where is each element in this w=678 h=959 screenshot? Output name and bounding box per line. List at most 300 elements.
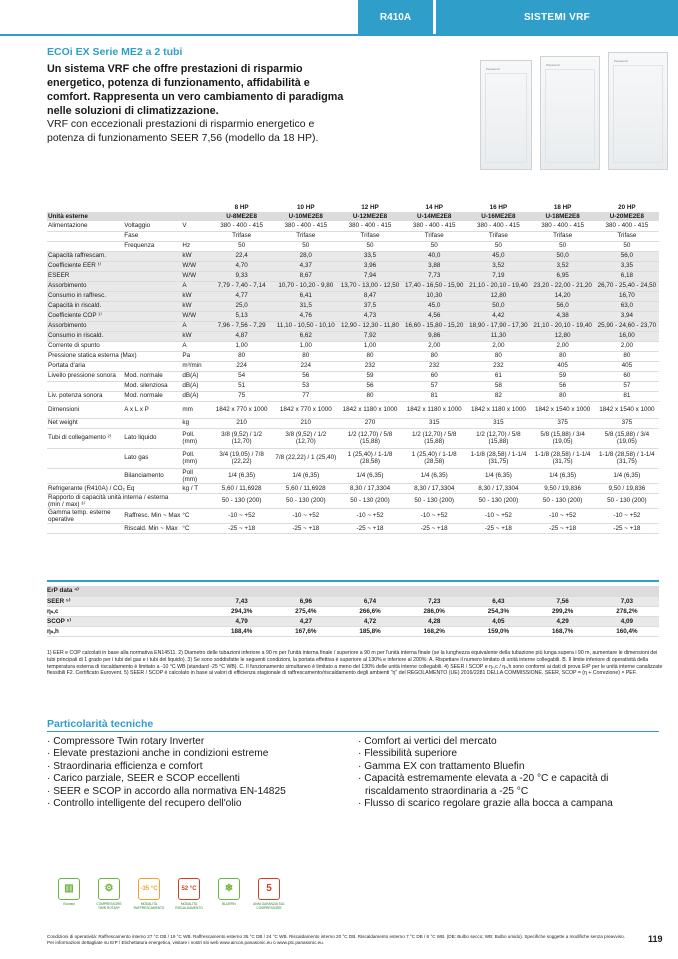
cell-value: 25,0 bbox=[210, 301, 274, 311]
cell-value: 6,95 bbox=[531, 271, 595, 281]
cell-value: 380 - 400 - 415 bbox=[466, 221, 530, 231]
cell-value: 1/4 (6,35) bbox=[531, 468, 595, 483]
cell-value: 4,56 bbox=[402, 311, 466, 321]
cell-value: 3/4 (19,05) / 7/8 (22,22) bbox=[210, 448, 274, 468]
hp-header: 10 HP bbox=[297, 203, 315, 211]
cell-value: 1,00 bbox=[210, 341, 274, 351]
badge-label: COMPRESSORE TWIN ROTARY bbox=[96, 902, 122, 910]
cell-value: 57 bbox=[595, 381, 659, 391]
cell-value: -10 ~ +52 bbox=[466, 508, 530, 523]
table-row bbox=[47, 221, 659, 231]
cell-value: 5,60 / 11,6928 bbox=[210, 483, 274, 493]
table-row bbox=[47, 371, 659, 381]
cell-value: 57 bbox=[402, 381, 466, 391]
table-row bbox=[47, 448, 659, 468]
cell-value: 14,20 bbox=[531, 291, 595, 301]
table-row bbox=[47, 231, 659, 241]
cell-value: 50 bbox=[402, 241, 466, 251]
row-unit: W/W bbox=[181, 271, 209, 281]
hp-header: 18 HP bbox=[553, 203, 572, 211]
cell-value: 210 bbox=[274, 418, 338, 428]
cell-value: 61 bbox=[466, 371, 530, 381]
cell-value: 1842 x 1180 x 1000 bbox=[466, 401, 530, 418]
cell-value: 1/2 (12,70) / 5/8 (15,88) bbox=[466, 428, 530, 448]
cell-value: Trifase bbox=[466, 231, 530, 241]
row-group-label bbox=[47, 523, 123, 533]
cell-value: 40,0 bbox=[402, 251, 466, 261]
row-group-label bbox=[47, 381, 123, 391]
row-label: Pressione statica esterna (Max) bbox=[47, 351, 181, 361]
row-unit: Poll. (mm) bbox=[181, 428, 209, 448]
features-rule bbox=[47, 731, 659, 732]
row-label: Consumo in raffresc. bbox=[47, 291, 181, 301]
cell-value: 224 bbox=[274, 361, 338, 371]
cell-value: 22,4 bbox=[210, 251, 274, 261]
feature-item: · Straordinaria efficienza e comfort bbox=[47, 761, 347, 773]
row-group-label bbox=[47, 468, 123, 483]
cell-value: 2,00 bbox=[402, 341, 466, 351]
cell-value: 1/2 (12,70) / 5/8 (15,88) bbox=[402, 428, 466, 448]
spec-table bbox=[47, 203, 659, 534]
cell-value: 232 bbox=[402, 361, 466, 371]
row-group-label: Liv. potenza sonora bbox=[47, 391, 123, 401]
cell-value: 7,94 bbox=[338, 271, 402, 281]
table-row bbox=[47, 508, 659, 523]
erp-row bbox=[47, 626, 659, 636]
footer-note: Condizioni di operatività: Raffrescamento interno 27 °C DB / 19 °C WB. Raffrescamento esterno 35 °C DB / 24 °C WB. Riscaldamento interno 20 °C DB. Riscaldamento esterno 7 °C DB / 6 °C WB. (DB: Bulbo secco; WB: Bulbo umido). Specifiche soggette a modifiche senza preavviso. Per informazioni dettagliate su ErP / Etichettatura energetica, visitare i nostri siti web www.aircon.panasonic.eu o www.ptc.panasonic.eu. bbox=[47, 934, 625, 945]
row-label: ESEER bbox=[47, 271, 181, 281]
hp-header-row bbox=[47, 203, 659, 212]
row-unit: Pa bbox=[181, 351, 209, 361]
cell-value: 9,50 / 19,836 bbox=[531, 483, 595, 493]
model-header: U-14ME2E8 bbox=[402, 212, 466, 221]
cell-value: 4,76 bbox=[274, 311, 338, 321]
table-row bbox=[47, 401, 659, 418]
cell-value: 50 - 130 (200) bbox=[402, 493, 466, 508]
row-unit: °C bbox=[181, 508, 209, 523]
erp-value: 188,4% bbox=[210, 626, 274, 636]
table-row bbox=[47, 381, 659, 391]
cell-value: 80 bbox=[274, 351, 338, 361]
erp-value: 168,2% bbox=[402, 626, 466, 636]
erp-value: 4,09 bbox=[595, 616, 659, 626]
cell-value: 1 (25,40) / 1-1/8 (28,58) bbox=[402, 448, 466, 468]
row-label: Coefficiente EER ¹⁾ bbox=[47, 261, 181, 271]
erp-value: 4,05 bbox=[466, 616, 530, 626]
cell-value: 1-1/8 (28,58) / 1-1/4 (31,75) bbox=[466, 448, 530, 468]
row-unit: mm bbox=[181, 401, 209, 418]
erp-value: 294,3% bbox=[210, 606, 274, 616]
table-row bbox=[47, 291, 659, 301]
hp-header: 20 HP bbox=[618, 203, 636, 211]
row-sub-label: A x L x P bbox=[123, 401, 181, 418]
cell-value: 3,94 bbox=[595, 311, 659, 321]
cell-value: 4,77 bbox=[210, 291, 274, 301]
cell-value: 7,96 - 7,56 - 7,29 bbox=[210, 321, 274, 331]
brand-logo: Panasonic bbox=[546, 63, 561, 67]
row-unit: kg / T bbox=[181, 483, 209, 493]
cell-value: 80 bbox=[466, 351, 530, 361]
features-title: Particolarità tecniche bbox=[47, 718, 154, 730]
table-row bbox=[47, 483, 659, 493]
cell-value: 1/4 (6,35) bbox=[210, 468, 274, 483]
erp-label: ηₛ,c bbox=[47, 606, 210, 616]
cell-value: Trifase bbox=[338, 231, 402, 241]
row-unit: °C bbox=[181, 523, 209, 533]
row-label: Portata d'aria bbox=[47, 361, 181, 371]
cell-value: 6,62 bbox=[274, 331, 338, 341]
row-label: Capacità in riscald. bbox=[47, 301, 181, 311]
erp-header-row bbox=[47, 586, 659, 596]
badge-label: Econavi bbox=[63, 902, 75, 906]
cell-value: 3/8 (9,52) / 1/2 (12,70) bbox=[210, 428, 274, 448]
model-header: U-12ME2E8 bbox=[338, 212, 402, 221]
row-unit: kg bbox=[181, 418, 209, 428]
cell-value: 80 bbox=[338, 351, 402, 361]
cell-value: 380 - 400 - 415 bbox=[210, 221, 274, 231]
erp-label: SEER ⁵⁾ bbox=[47, 596, 210, 606]
product-image bbox=[480, 52, 670, 180]
row-unit: A bbox=[181, 341, 209, 351]
model-header: U-18ME2E8 bbox=[531, 212, 595, 221]
cell-value: 54 bbox=[210, 371, 274, 381]
cell-value: 1842 x 1540 x 1000 bbox=[531, 401, 595, 418]
cell-value: 2,00 bbox=[531, 341, 595, 351]
cell-value: 50 bbox=[210, 241, 274, 251]
cell-value: 4,87 bbox=[210, 331, 274, 341]
erp-value: 254,3% bbox=[466, 606, 530, 616]
cell-value: 232 bbox=[338, 361, 402, 371]
cell-value: 37,5 bbox=[338, 301, 402, 311]
row-group-label: Tubi di collegamento ²⁾ bbox=[47, 428, 123, 448]
cell-value: 1/4 (6,35) bbox=[338, 468, 402, 483]
cell-value: 28,0 bbox=[274, 251, 338, 261]
cell-value: 80 bbox=[531, 391, 595, 401]
page-number: 119 bbox=[648, 934, 663, 944]
cell-value: 11,10 - 10,50 - 10,10 bbox=[274, 321, 338, 331]
cell-value: 50 - 130 (200) bbox=[274, 493, 338, 508]
feature-item: · Capacità estremamente elevata a -20 °C e capacità di riscaldamento straordinaria a -25 °C bbox=[358, 773, 660, 798]
cell-value: 81 bbox=[402, 391, 466, 401]
table-row bbox=[47, 321, 659, 331]
cell-value: 80 bbox=[595, 351, 659, 361]
row-sub-label: Bilanciamento bbox=[123, 468, 181, 483]
cell-value: -25 ~ +18 bbox=[274, 523, 338, 533]
erp-label: ηₛ,h bbox=[47, 626, 210, 636]
cell-value: 3,35 bbox=[595, 261, 659, 271]
cell-value: -10 ~ +52 bbox=[595, 508, 659, 523]
erp-value: 4,29 bbox=[531, 616, 595, 626]
row-group-label: Gamma temp. esterne operative bbox=[47, 508, 123, 523]
cell-value: 50,0 bbox=[466, 301, 530, 311]
table-row bbox=[47, 523, 659, 533]
erp-value: 6,96 bbox=[274, 596, 338, 606]
cell-value: 60 bbox=[595, 371, 659, 381]
erp-row bbox=[47, 606, 659, 616]
cell-value: 56,0 bbox=[595, 251, 659, 261]
table-row bbox=[47, 261, 659, 271]
cell-value: 4,37 bbox=[274, 261, 338, 271]
table-row bbox=[47, 271, 659, 281]
row-unit: A bbox=[181, 281, 209, 291]
row-sub-label: Mod. normale bbox=[123, 391, 181, 401]
cell-value: 16,70 bbox=[595, 291, 659, 301]
cell-value: 2,00 bbox=[466, 341, 530, 351]
cell-value: 4,70 bbox=[210, 261, 274, 271]
unit-label: Unità esterne bbox=[47, 212, 210, 221]
row-unit bbox=[181, 231, 209, 241]
row-sub-label: Voltaggio bbox=[123, 221, 181, 231]
cell-value: 7,79 - 7,40 - 7,14 bbox=[210, 281, 274, 291]
erp-value: 4,72 bbox=[338, 616, 402, 626]
erp-value: 159,0% bbox=[466, 626, 530, 636]
cell-value: 380 - 400 - 415 bbox=[531, 221, 595, 231]
row-group-label: Dimensioni bbox=[47, 401, 123, 418]
erp-value: 266,6% bbox=[338, 606, 402, 616]
cell-value: 16,60 - 15,80 - 15,20 bbox=[402, 321, 466, 331]
row-label: Net weight bbox=[47, 418, 181, 428]
cell-value: 6,41 bbox=[274, 291, 338, 301]
cell-value: 10,70 - 10,20 - 9,80 bbox=[274, 281, 338, 291]
cell-value: 45,0 bbox=[402, 301, 466, 311]
row-unit: kW bbox=[181, 301, 209, 311]
cell-value: 63,0 bbox=[595, 301, 659, 311]
cell-value: 50 bbox=[274, 241, 338, 251]
cell-value: 405 bbox=[531, 361, 595, 371]
cell-value: 56 bbox=[338, 381, 402, 391]
erp-value: 4,28 bbox=[402, 616, 466, 626]
cell-value: 80 bbox=[531, 351, 595, 361]
cell-value: 315 bbox=[466, 418, 530, 428]
sub-paragraph: VRF con eccezionali prestazioni di risparmio energetico e potenza di funzionamento SEER 7,56 (modello da 18 HP). bbox=[47, 118, 319, 144]
cell-value: -25 ~ +18 bbox=[466, 523, 530, 533]
cell-value: 4,38 bbox=[531, 311, 595, 321]
hp-header: 16 HP bbox=[489, 203, 508, 211]
cell-value: 8,30 / 17,3304 bbox=[338, 483, 402, 493]
erp-value: 185,8% bbox=[338, 626, 402, 636]
cell-value: 8,30 / 17,3304 bbox=[402, 483, 466, 493]
cell-value: -25 ~ +18 bbox=[595, 523, 659, 533]
row-unit: W/W bbox=[181, 261, 209, 271]
cell-value: 5/8 (15,88) / 3/4 (19,05) bbox=[595, 428, 659, 448]
erp-value: 6,74 bbox=[338, 596, 402, 606]
row-sub-label: Riscald. Min ~ Max bbox=[123, 523, 181, 533]
cell-value: 13,70 - 13,00 - 12,50 bbox=[338, 281, 402, 291]
row-unit: dB(A) bbox=[181, 371, 209, 381]
feature-item: · Comfort ai vertici del mercato bbox=[358, 736, 660, 748]
cell-value: 9,33 bbox=[210, 271, 274, 281]
cell-value: Trifase bbox=[274, 231, 338, 241]
cell-value: 8,47 bbox=[338, 291, 402, 301]
cell-value: 232 bbox=[466, 361, 530, 371]
cell-value: 8,67 bbox=[274, 271, 338, 281]
cell-value: 1 (25,40) / 1-1/8 (28,58) bbox=[338, 448, 402, 468]
cell-value: -10 ~ +52 bbox=[210, 508, 274, 523]
section-tab: SISTEMI VRF bbox=[436, 0, 678, 34]
feature-badge bbox=[52, 878, 86, 914]
row-sub-label: Raffresc. Min ~ Max bbox=[123, 508, 181, 523]
cell-value: 58 bbox=[466, 381, 530, 391]
row-unit: Hz bbox=[181, 241, 209, 251]
cell-value: -25 ~ +18 bbox=[402, 523, 466, 533]
table-row bbox=[47, 351, 659, 361]
cell-value: 12,90 - 12,30 - 11,80 bbox=[338, 321, 402, 331]
feature-badge bbox=[172, 878, 206, 914]
cell-value: -10 ~ +52 bbox=[402, 508, 466, 523]
feature-item: · Flusso di scarico regolare grazie alla bocca a campana bbox=[358, 798, 660, 810]
cell-value: 16,00 bbox=[595, 331, 659, 341]
cell-value: 82 bbox=[466, 391, 530, 401]
badge-label: ANNI GARANZIA SUL COMPRESSORE bbox=[253, 902, 285, 910]
cell-value: -10 ~ +52 bbox=[531, 508, 595, 523]
cell-value: -25 ~ +18 bbox=[531, 523, 595, 533]
feature-item: · Gamma EX con trattamento Bluefin bbox=[358, 761, 660, 773]
cell-value: 56,0 bbox=[531, 301, 595, 311]
row-label: Coefficiente COP ¹⁾ bbox=[47, 311, 181, 321]
row-unit: Poll. (mm) bbox=[181, 448, 209, 468]
cell-value: 224 bbox=[210, 361, 274, 371]
badge-icon: ❄ bbox=[218, 878, 240, 900]
cell-value: 1842 x 1180 x 1000 bbox=[338, 401, 402, 418]
cell-value: 8,30 / 17,3304 bbox=[466, 483, 530, 493]
badge-icon: ▥ bbox=[58, 878, 80, 900]
cell-value: 1842 x 770 x 1000 bbox=[210, 401, 274, 418]
row-label: Capacità raffrescam. bbox=[47, 251, 181, 261]
cell-value: 56 bbox=[531, 381, 595, 391]
cell-value: 375 bbox=[595, 418, 659, 428]
cell-value: 11,30 bbox=[466, 331, 530, 341]
cell-value: 9,50 / 19,836 bbox=[595, 483, 659, 493]
feature-item: · SEER e SCOP in accordo alla normativa EN-14825 bbox=[47, 786, 347, 798]
feature-item: · Controllo intelligente del recupero dell'olio bbox=[47, 798, 347, 810]
badge-label: MODALITÀ RAFFRESCAMENTO bbox=[133, 902, 165, 910]
cell-value: 1/2 (12,70) / 5/8 (15,88) bbox=[338, 428, 402, 448]
cell-value: 5,13 bbox=[210, 311, 274, 321]
feature-item: · Elevate prestazioni anche in condizioni estreme bbox=[47, 748, 347, 760]
cell-value: 3,96 bbox=[338, 261, 402, 271]
outdoor-unit-medium bbox=[540, 56, 600, 170]
cell-value: 10,30 bbox=[402, 291, 466, 301]
outdoor-unit-small bbox=[480, 60, 532, 170]
erp-title: ErP data ⁴⁾ bbox=[47, 586, 659, 596]
cell-value: -10 ~ +52 bbox=[338, 508, 402, 523]
row-unit: Poll (mm) bbox=[181, 468, 209, 483]
erp-row bbox=[47, 616, 659, 626]
cell-value: 18,90 - 17,90 - 17,30 bbox=[466, 321, 530, 331]
table-row bbox=[47, 468, 659, 483]
row-label: Refrigerante (R410A) / CO₂ Eq bbox=[47, 483, 181, 493]
cell-value: 75 bbox=[210, 391, 274, 401]
cell-value: -25 ~ +18 bbox=[210, 523, 274, 533]
cell-value: 315 bbox=[402, 418, 466, 428]
cell-value: 21,10 - 20,10 - 19,40 bbox=[531, 321, 595, 331]
model-header-row bbox=[47, 212, 659, 221]
erp-label: SCOP ⁵⁾ bbox=[47, 616, 210, 626]
table-row bbox=[47, 311, 659, 321]
cell-value: 80 bbox=[338, 391, 402, 401]
row-unit: kW bbox=[181, 291, 209, 301]
cell-value: -10 ~ +52 bbox=[274, 508, 338, 523]
erp-value: 286,0% bbox=[402, 606, 466, 616]
cell-value: 50 - 130 (200) bbox=[466, 493, 530, 508]
cell-value: 80 bbox=[210, 351, 274, 361]
row-unit: kW bbox=[181, 331, 209, 341]
erp-value: 4,27 bbox=[274, 616, 338, 626]
cell-value: 25,90 - 24,60 - 23,70 bbox=[595, 321, 659, 331]
lead-paragraph: Un sistema VRF che offre prestazioni di risparmio energetico, potenza di funzionamento, affidabilità e comfort. Rappresenta un vero cambiamento di paradigma nelle soluzioni di climatizzazione. bbox=[47, 63, 344, 117]
cell-value: 1/4 (6,35) bbox=[595, 468, 659, 483]
table-row bbox=[47, 281, 659, 291]
cell-value: 380 - 400 - 415 bbox=[402, 221, 466, 231]
cell-value: 210 bbox=[210, 418, 274, 428]
cell-value: 50 - 130 (200) bbox=[595, 493, 659, 508]
cell-value: 1-1/8 (28,58) / 1-1/4 (31,75) bbox=[595, 448, 659, 468]
row-label: Rapporto di capacità unità interna / esterna (min / max) ³⁾ bbox=[47, 493, 181, 508]
cell-value: 1842 x 1180 x 1000 bbox=[402, 401, 466, 418]
cell-value: 7,73 bbox=[402, 271, 466, 281]
cell-value: 1842 x 1540 x 1000 bbox=[595, 401, 659, 418]
cell-value: 270 bbox=[338, 418, 402, 428]
cell-value: 7,19 bbox=[466, 271, 530, 281]
erp-value: 7,03 bbox=[595, 596, 659, 606]
model-header: U-8ME2E8 bbox=[210, 212, 274, 221]
table-row bbox=[47, 241, 659, 251]
feature-badge bbox=[252, 878, 286, 914]
cell-value: Trifase bbox=[210, 231, 274, 241]
feature-item: · Compressore Twin rotary Inverter bbox=[47, 736, 347, 748]
cell-value: 12,80 bbox=[466, 291, 530, 301]
erp-value: 4,79 bbox=[210, 616, 274, 626]
cell-value: 50 bbox=[466, 241, 530, 251]
top-bar bbox=[0, 0, 678, 34]
header-rule bbox=[0, 34, 678, 36]
brand-logo: Panasonic bbox=[486, 67, 501, 71]
cell-value: 7/8 (22,22) / 1 (25,40) bbox=[274, 448, 338, 468]
erp-value: 167,6% bbox=[274, 626, 338, 636]
row-sub-label: Lato gas bbox=[123, 448, 181, 468]
cell-value: 53 bbox=[274, 381, 338, 391]
row-unit: dB(A) bbox=[181, 381, 209, 391]
cell-value: 1/4 (6,35) bbox=[402, 468, 466, 483]
row-unit: A bbox=[181, 321, 209, 331]
erp-value: 7,56 bbox=[531, 596, 595, 606]
cell-value: 5,60 / 11,6928 bbox=[274, 483, 338, 493]
erp-value: 160,4% bbox=[595, 626, 659, 636]
badge-label: BLUEFIN bbox=[222, 902, 236, 906]
table-row bbox=[47, 331, 659, 341]
badge-label: MODALITÀ RISCALDAMENTO bbox=[175, 902, 203, 910]
table-row bbox=[47, 493, 659, 508]
cell-value: 50 bbox=[338, 241, 402, 251]
cell-value: 80 bbox=[402, 351, 466, 361]
row-label: Assorbimento bbox=[47, 321, 181, 331]
feature-item: · Carico parziale, SEER e SCOP eccellenti bbox=[47, 773, 347, 785]
row-label: Assorbimento bbox=[47, 281, 181, 291]
erp-value: 7,23 bbox=[402, 596, 466, 606]
cell-value: 3/8 (9,52) / 1/2 (12,70) bbox=[274, 428, 338, 448]
badge-icon: 52 °C bbox=[178, 878, 200, 900]
cell-value: 56 bbox=[274, 371, 338, 381]
row-label: Consumo in riscald. bbox=[47, 331, 181, 341]
cell-value: 12,80 bbox=[531, 331, 595, 341]
erp-table bbox=[47, 586, 659, 637]
row-unit: m³/min bbox=[181, 361, 209, 371]
feature-badge bbox=[92, 878, 126, 914]
cell-value: 7,92 bbox=[338, 331, 402, 341]
cell-value: 4,42 bbox=[466, 311, 530, 321]
cell-value: 1842 x 770 x 1000 bbox=[274, 401, 338, 418]
erp-value: 299,2% bbox=[531, 606, 595, 616]
